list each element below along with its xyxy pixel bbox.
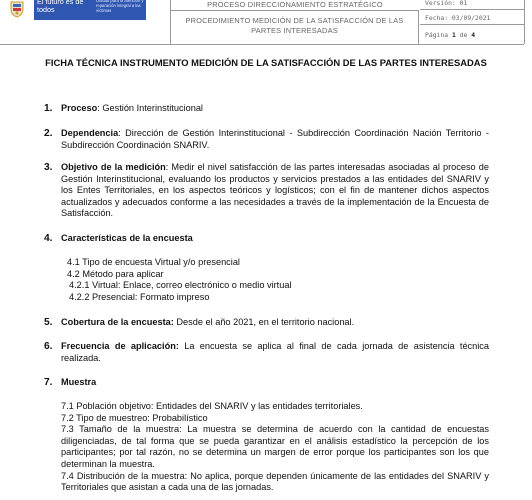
- version-label: Versión: 01: [420, 0, 524, 10]
- coat-of-arms-icon: [8, 0, 26, 18]
- list-item: 7.3 Tamaño de la muestra: La muestra se determina de acuerdo con la cantidad de encuestas diligenciadas, de tal forma que se pueda garantizar en el análisis estadístico la percepción de los participantes; por tal razón, no se determina un margen de error porque los participantes son los que determinan la muestra.: [61, 424, 489, 469]
- brand-logo: [34, 0, 146, 20]
- list-item: 4.2.1 Virtual: Enlace, correo electrónico o medio virtual: [69, 280, 292, 290]
- section-number: 1.: [44, 103, 53, 114]
- section-4: [44, 233, 489, 245]
- section-label: Cobertura de la encuesta:: [61, 317, 174, 327]
- document-header: [0, 0, 524, 45]
- section-1: [44, 103, 489, 115]
- list-item: 4.2.2 Presencial: Formato impreso: [69, 292, 210, 302]
- document-title: FICHA TÉCNICA INSTRUMENTO MEDICIÓN DE LA SATISFACCIÓN DE LAS PARTES INTERESADAS: [45, 57, 487, 68]
- section-label: Frecuencia de aplicación:: [61, 341, 179, 351]
- section-7: [44, 377, 489, 389]
- section-number: 5.: [44, 317, 53, 328]
- section-number: 6.: [44, 341, 53, 352]
- section-text: Desde el año 2021, en el territorio nacional.: [173, 317, 355, 327]
- section-text: : Dirección de Gestión Interinstitucional - Subdirección Coordinación Nación Territorio - Subdirección Coordinación SNARIV.: [61, 128, 489, 150]
- section-5: [44, 317, 489, 329]
- process-title: PROCESO DIRECCIONAMIENTO ESTRATÉGICO: [171, 0, 419, 11]
- section-label: Características de la encuesta: [61, 233, 193, 243]
- section-number: 2.: [44, 128, 53, 139]
- logo-area: [0, 0, 171, 44]
- brand-subtitle: Unidad para la atención y reparación integral a las víctimas: [96, 0, 144, 13]
- list-item: 7.2 Tipo de muestreo: Probabilístico: [61, 412, 208, 423]
- page-total: 4: [471, 31, 476, 39]
- section-number: 3.: [44, 162, 53, 173]
- procedure-title: PROCEDIMIENTO MEDICIÓN DE LA SATISFACCIÓN DE LAS PARTES INTERESADAS: [171, 11, 419, 44]
- section-label: Muestra: [61, 377, 97, 387]
- list-item: 7.1 Población objetivo: Entidades del SNARIV y las entidades territoriales.: [61, 401, 363, 411]
- page-current: 1: [451, 31, 456, 39]
- header-border: [524, 0, 525, 44]
- brand-slogan: El futuro es de todos: [37, 0, 84, 14]
- section-number: 4.: [44, 233, 53, 244]
- section-3: [44, 162, 489, 220]
- section-text: La encuesta se aplica al final de cada jornada de asistencia técnica realizada.: [61, 341, 489, 363]
- page-label: [420, 26, 524, 44]
- list-item: 4.1 Tipo de encuesta Virtual y/o presencial: [67, 257, 240, 267]
- list-item: 7.4 Distribución de la muestra: No aplica, porque dependen únicamente de las entidades del SNARIV y Territoriales que asistan a cada una de las jornadas.: [61, 470, 489, 493]
- date-label: Fecha: 03/09/2021: [420, 11, 524, 25]
- page-mid: de: [455, 31, 472, 39]
- section-label: Dependencia: [61, 128, 119, 138]
- section-number: 7.: [44, 377, 53, 388]
- section-6: [44, 341, 489, 364]
- section-text: : Gestión Interinstitucional: [97, 103, 203, 113]
- list-item: 4.2 Método para aplicar: [67, 269, 164, 279]
- section-text: : Medir el nivel satisfacción de las partes interesadas asociadas al proceso de Gestión Interinstitucional, evaluando los productos y servicios prestados a las entidades del SNARIV y los Entes Territoriales, en los aspectos teóricos y logísticos; con el fin de mantener dichos aspectos actualizados y adecuados conforme a las necesidades a través de la implementación de la Encuesta de Satisfacción.: [61, 162, 489, 219]
- section-2: [44, 128, 489, 151]
- section-label: Objetivo de la medición: [61, 162, 166, 172]
- section-7-items: [61, 401, 489, 494]
- section-label: Proceso: [61, 103, 98, 113]
- page-prefix: Página: [425, 31, 452, 39]
